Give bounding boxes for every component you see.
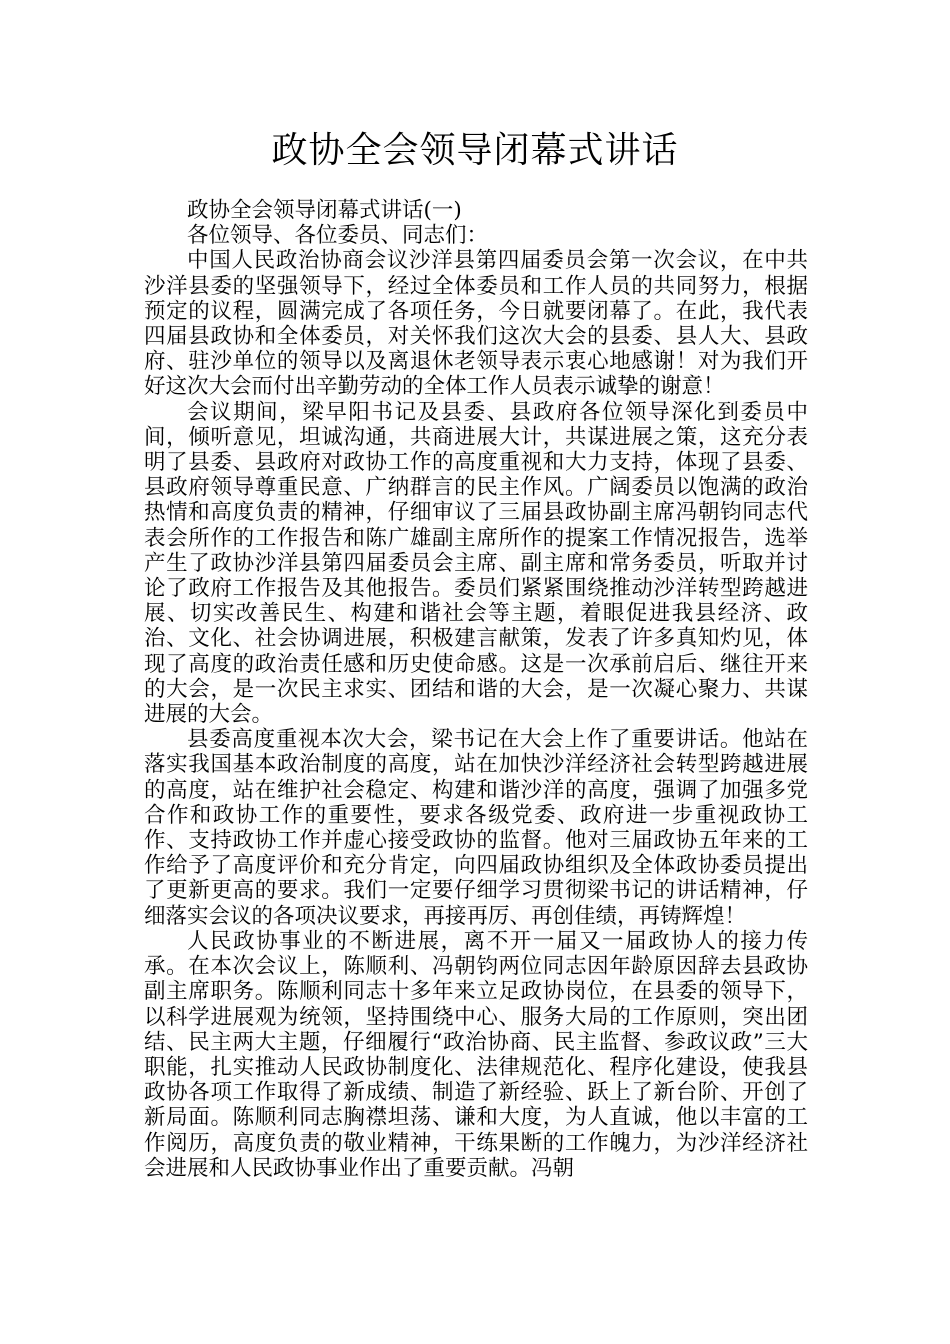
paragraph-salutation: 各位领导、各位委员、同志们： xyxy=(187,223,489,249)
paragraph: 人民政协事业的不断进展，离不开一届又一届政协人的接力传承。在本次会议上，陈顺利、冯朝钧两位同志因年龄原因辞去县政协副主席职务。陈顺利同志十多年来立足政协岗位，在县委的领导下，以科学进展观为统领，坚持围绕中心、服务大局的工作原则，突出团结、民主两大主题，仔细履行“政治协商、民主监督、参政议政”三大职能，扎实推动人民政协制度化、法律规范化、程序化建设，使我县政协各项工作取得了新成绩、制造了新经验、跃上了新台阶、开创了新局面。陈顺利同志胸襟坦荡、谦和大度，为人直诚，他以丰富的工作阅历，高度负责的敬业精神，干练果断的工作魄力，为沙洋经济社会进展和人民政协事业作出了重要贡献。冯朝 xyxy=(144,928,808,1181)
paragraph: 中国人民政治协商会议沙洋县第四届委员会第一次会议，在中共沙洋县委的坚强领导下，经过全体委员和工作人员的共同努力，根据预定的议程，圆满完成了各项任务，今日就要闭幕了。在此，我代表四届县政协和全体委员，对关怀我们这次大会的县委、县人大、县政府、驻沙单位的领导以及离退休老领导表示衷心地感谢！对为我们开好这次大会而付出辛勤劳动的全体工作人员表示诚挚的谢意！ xyxy=(144,248,808,400)
document-body xyxy=(144,198,808,1181)
document-title: 政协全会领导闭幕式讲话 xyxy=(271,130,679,171)
paragraph-subtitle: 政协全会领导闭幕式讲话(一) xyxy=(187,198,462,223)
paragraph: 县委高度重视本次大会，梁书记在大会上作了重要讲话。他站在落实我国基本政治制度的高度，站在加快沙洋经济社会转型跨越进展的高度，站在维护社会稳定、构建和谐沙洋的高度，强调了加强多党合作和政协工作的重要性，要求各级党委、政府进一步重视政协工作、支持政协工作并虚心接受政协的监督。他对三届政协五年来的工作给予了高度评价和充分肯定，向四届政协组织及全体政协委员提出了更新更高的要求。我们一定要仔细学习贯彻梁书记的讲话精神，仔细落实会议的各项决议要求，再接再厉、再创佳绩，再铸辉煌！ xyxy=(144,727,808,929)
paragraph: 会议期间，梁早阳书记及县委、县政府各位领导深化到委员中间，倾听意见，坦诚沟通，共商进展大计，共谋进展之策，这充分表明了县委、县政府对政协工作的高度重视和大力支持，体现了县委、县政府领导尊重民意、广纳群言的民主作风。广阔委员以饱满的政治热情和高度负责的精神，仔细审议了三届县政协副主席冯朝钧同志代表会所作的工作报告和陈广雄副主席所作的提案工作情况报告，选举产生了政协沙洋县第四届委员会主席、副主席和常务委员，听取并讨论了政府工作报告及其他报告。委员们紧紧围绕推动沙洋转型跨越进展、切实改善民生、构建和谐社会等主题，着眼促进我县经济、政治、文化、社会协调进展，积极建言献策，发表了许多真知灼见，体现了高度的政治责任感和历史使命感。这是一次承前启后、继往开来的大会，是一次民主求实、团结和谐的大会，是一次凝心聚力、共谋进展的大会。 xyxy=(144,399,808,728)
